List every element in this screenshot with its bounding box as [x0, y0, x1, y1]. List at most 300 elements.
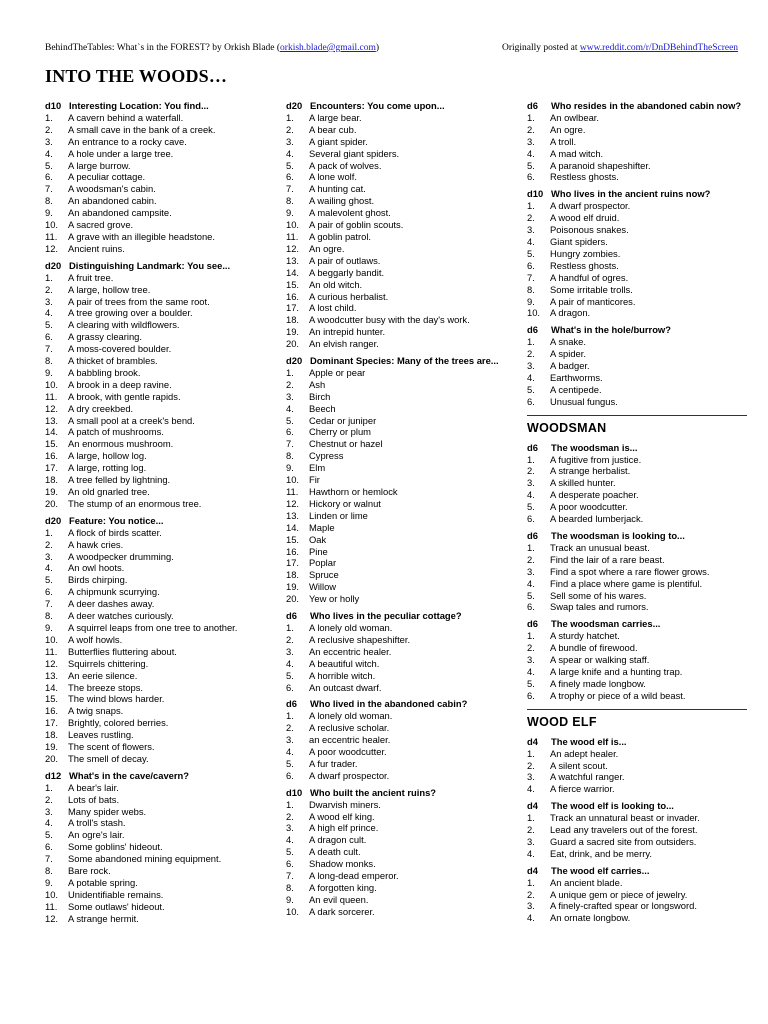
list-item — [286, 882, 516, 894]
list-item — [45, 331, 275, 343]
item-number: 4. — [527, 783, 535, 795]
item-number: 13. — [45, 414, 59, 426]
item-text: A beggarly bandit. — [309, 266, 385, 278]
table-section — [527, 800, 742, 860]
item-text: A large, rotting log. — [68, 462, 147, 474]
item-text: An ornate longbow. — [550, 912, 631, 924]
item-number: 4. — [45, 147, 53, 159]
item-text: A beautiful witch. — [309, 657, 380, 669]
item-text: Hickory or walnut — [309, 497, 381, 509]
item-number: 17. — [286, 557, 300, 569]
item-number: 6. — [527, 259, 535, 271]
item-number: 7. — [45, 183, 53, 195]
list-item — [527, 642, 742, 654]
item-text: A flock of birds scatter. — [68, 526, 162, 538]
item-text: A malevolent ghost. — [309, 207, 391, 219]
list-item — [45, 403, 275, 415]
list-item — [286, 522, 516, 534]
item-text: Butterflies fluttering about. — [68, 645, 177, 657]
list-item — [286, 207, 516, 219]
die-label: d20 — [45, 259, 62, 271]
item-text: A fur trader. — [309, 757, 358, 769]
item-number: 6. — [527, 395, 535, 407]
item-number: 12. — [45, 242, 59, 254]
list-item — [527, 454, 742, 466]
list-item — [527, 848, 742, 860]
list-item — [45, 207, 275, 219]
item-text: An ogre. — [550, 123, 586, 135]
list-item — [45, 136, 275, 148]
list-item — [45, 782, 275, 794]
list-item — [527, 200, 742, 212]
item-number: 9. — [45, 207, 53, 219]
item-number: 20. — [286, 338, 300, 350]
list-item — [45, 586, 275, 598]
list-item — [527, 224, 742, 236]
item-text: An abandoned cabin. — [68, 195, 157, 207]
list-item — [286, 510, 516, 522]
item-number: 4. — [286, 402, 294, 414]
list-item — [527, 396, 742, 408]
section-heading — [45, 515, 275, 527]
item-number: 3. — [527, 360, 535, 372]
item-number: 12. — [286, 497, 300, 509]
die-label: d20 — [45, 514, 62, 526]
item-number: 1. — [286, 798, 294, 810]
list-item — [45, 598, 275, 610]
list-item — [45, 693, 275, 705]
list-item — [45, 391, 275, 403]
header-credit-text: BehindTheTables: What`s in the FOREST? by Orkish Blade ( — [45, 43, 281, 53]
item-number: 7. — [286, 870, 294, 882]
item-text: A pair of outlaws. — [309, 254, 381, 266]
list-item — [527, 248, 742, 260]
item-number: 9. — [45, 877, 53, 888]
list-item — [45, 426, 275, 438]
item-number: 8. — [45, 355, 53, 367]
item-text: A potable spring. — [68, 877, 138, 888]
item-number: 5. — [286, 757, 294, 769]
list-item — [286, 534, 516, 546]
item-text: A troll. — [550, 135, 577, 147]
item-text: A bearded lumberjack. — [550, 513, 644, 525]
table-section — [527, 865, 742, 925]
item-number: 11. — [286, 230, 299, 242]
section-title: Who resides in the abandoned cabin now? — [551, 100, 742, 111]
reddit-source-link[interactable]: www.reddit.com/r/DnDBehindTheScreen — [579, 43, 739, 53]
list-item — [45, 622, 275, 634]
item-number: 1. — [45, 526, 53, 538]
item-number: 9. — [45, 366, 53, 378]
item-text: Apple or pear — [309, 366, 366, 378]
item-number: 10. — [45, 888, 59, 900]
list-item — [527, 296, 742, 308]
item-number: 4. — [286, 147, 294, 159]
list-item — [45, 379, 275, 391]
item-text: Find a spot where a rare flower grows. — [550, 565, 710, 577]
item-number: 18. — [286, 569, 300, 581]
section-title: What's in the hole/burrow? — [551, 324, 671, 336]
list-item — [527, 654, 742, 666]
item-text: Track an unusual beast. — [550, 541, 650, 553]
item-text: A lonely old woman. — [309, 710, 393, 722]
item-text: Elm — [309, 462, 326, 474]
item-text: A handful of ogres. — [550, 271, 629, 283]
list-item — [45, 817, 275, 829]
section-heading — [527, 736, 742, 748]
item-text: A centipede. — [550, 383, 602, 395]
header-credit-close: ) — [375, 43, 380, 53]
table-section — [527, 736, 742, 796]
item-text: An intrepid hunter. — [309, 326, 386, 338]
item-number: 3. — [527, 835, 535, 847]
item-number: 9. — [286, 462, 294, 474]
list-item — [45, 574, 275, 586]
item-number: 8. — [286, 882, 294, 893]
author-email-link[interactable]: orkish.blade@gmail.com — [280, 43, 376, 53]
item-number: 19. — [286, 581, 300, 593]
list-item — [527, 912, 742, 924]
item-number: 5. — [527, 247, 535, 259]
item-text: A horrible witch. — [309, 669, 376, 681]
list-item — [45, 901, 275, 913]
item-text: A chipmunk scurrying. — [68, 586, 160, 598]
list-item — [286, 834, 516, 846]
item-number: 20. — [45, 752, 59, 764]
item-text: An adept healer. — [550, 747, 619, 759]
item-text: A deer dashes away. — [68, 598, 155, 610]
item-number: 5. — [527, 159, 535, 171]
die-label: d6 — [527, 530, 538, 541]
table-section — [527, 442, 742, 525]
list-item — [286, 498, 516, 510]
list-item — [527, 678, 742, 690]
column-1 — [45, 100, 275, 930]
item-number: 5. — [286, 846, 294, 858]
column-3 — [527, 100, 742, 929]
item-number: 2. — [527, 465, 535, 477]
section-heading — [45, 260, 275, 272]
list-item — [45, 343, 275, 355]
item-number: 6. — [286, 171, 294, 183]
item-text: Giant spiders. — [550, 235, 608, 247]
item-text: Some irritable trolls. — [550, 283, 633, 295]
list-item — [45, 682, 275, 694]
item-text: A watchful ranger. — [550, 771, 625, 783]
item-text: A large, hollow tree. — [68, 283, 151, 295]
list-item — [45, 841, 275, 853]
table-section — [527, 100, 742, 183]
list-item — [286, 870, 516, 882]
list-item — [527, 630, 742, 642]
item-text: A hole under a large tree. — [68, 147, 174, 159]
list-item — [527, 136, 742, 148]
list-item — [527, 148, 742, 160]
item-text: The scent of flowers. — [68, 741, 155, 753]
list-item — [45, 539, 275, 551]
item-text: Sell some of his wares. — [550, 589, 647, 601]
list-item — [286, 770, 516, 782]
list-item — [45, 195, 275, 207]
list-item — [45, 367, 275, 379]
category-block — [527, 415, 742, 702]
item-text: A giant spider. — [309, 135, 368, 147]
item-number: 15. — [286, 278, 300, 290]
item-text: A dragon cult. — [309, 834, 367, 846]
item-number: 1. — [286, 366, 294, 378]
item-number: 4. — [527, 912, 535, 924]
item-number: 9. — [286, 207, 294, 219]
item-text: A large burrow. — [68, 159, 131, 171]
item-number: 1. — [527, 111, 535, 123]
list-item — [527, 501, 742, 513]
item-text: Several giant spiders. — [309, 147, 400, 159]
item-number: 6. — [45, 171, 53, 183]
list-item — [286, 722, 516, 734]
item-text: A wailing ghost. — [309, 195, 375, 207]
item-number: 19. — [45, 486, 59, 497]
item-number: 18. — [286, 314, 300, 326]
item-number: 6. — [527, 513, 535, 525]
item-number: 8. — [45, 195, 53, 207]
item-text: Fir — [309, 474, 320, 486]
list-item — [286, 183, 516, 195]
item-number: 10. — [45, 633, 59, 645]
list-item — [286, 243, 516, 255]
list-item — [45, 486, 275, 498]
item-number: 6. — [527, 601, 535, 613]
item-number: 7. — [286, 183, 294, 195]
section-heading — [286, 100, 516, 112]
die-label: d4 — [527, 800, 538, 812]
section-heading — [45, 770, 275, 782]
item-text: A bear cub. — [309, 123, 357, 135]
table-section — [45, 260, 275, 510]
list-item — [527, 578, 742, 590]
item-text: A sacred grove. — [68, 219, 134, 231]
item-number: 8. — [45, 865, 53, 877]
item-text: A dwarf prospector. — [309, 769, 390, 781]
table-section — [286, 787, 516, 918]
item-number: 12. — [45, 912, 59, 924]
die-label: d20 — [286, 355, 303, 367]
item-number: 5. — [527, 501, 535, 513]
list-item — [527, 348, 742, 360]
item-text: A woodsman's cabin. — [68, 183, 156, 195]
item-text: The wind blows harder. — [68, 693, 165, 705]
list-item — [286, 112, 516, 124]
item-text: A spider. — [550, 348, 586, 360]
list-item — [527, 236, 742, 248]
list-item — [286, 746, 516, 758]
list-item — [45, 634, 275, 646]
table-section — [286, 698, 516, 781]
die-label: d4 — [527, 864, 538, 876]
item-text: A wood elf druid. — [550, 212, 620, 224]
item-text: A tree growing over a boulder. — [68, 307, 193, 319]
list-item — [527, 748, 742, 760]
item-text: A twig snaps. — [68, 705, 124, 717]
item-text: An entrance to a rocky cave. — [68, 135, 187, 147]
item-number: 2. — [527, 759, 535, 771]
list-item — [527, 666, 742, 678]
item-number: 4. — [286, 834, 294, 846]
item-text: A lost child. — [309, 302, 357, 314]
item-number: 3. — [286, 822, 294, 834]
list-item — [527, 690, 742, 702]
item-number: 14. — [45, 426, 59, 438]
header-source-text: Originally posted at — [502, 43, 580, 53]
section-heading — [527, 530, 742, 542]
item-number: 1. — [45, 271, 53, 283]
item-text: Willow — [309, 581, 337, 593]
list-item — [286, 367, 516, 379]
item-text: A wood elf king. — [309, 810, 375, 822]
list-item — [45, 551, 275, 563]
item-text: Ancient ruins. — [68, 242, 125, 254]
item-number: 3. — [527, 565, 535, 577]
item-text: Bare rock. — [68, 865, 111, 877]
section-heading — [45, 100, 275, 112]
item-text: Unidentifiable remains. — [68, 888, 164, 900]
item-text: Squirrels chittering. — [68, 657, 149, 669]
block-heading: WOOD ELF — [527, 714, 597, 729]
item-text: A sturdy hatchet. — [550, 630, 620, 642]
list-item — [527, 272, 742, 284]
item-text: A desperate poacher. — [550, 489, 639, 501]
list-item — [286, 148, 516, 160]
list-item — [286, 646, 516, 658]
item-text: A reclusive shapeshifter. — [309, 633, 411, 645]
list-item — [286, 171, 516, 183]
item-text: The smell of decay. — [68, 752, 149, 764]
list-item — [286, 846, 516, 858]
list-item — [286, 291, 516, 303]
item-number: 13. — [286, 254, 300, 266]
list-item — [45, 438, 275, 450]
list-item — [286, 438, 516, 450]
item-number: 1. — [527, 453, 535, 465]
list-item — [286, 338, 516, 350]
item-number: 5. — [286, 669, 294, 681]
item-number: 2. — [527, 348, 535, 360]
item-text: An abandoned campsite. — [68, 207, 172, 219]
list-item — [527, 307, 742, 319]
item-text: an eccentric healer. — [309, 734, 391, 746]
item-text: A badger. — [550, 360, 590, 372]
list-item — [45, 148, 275, 160]
list-item — [286, 682, 516, 694]
header-source — [502, 43, 738, 53]
item-number: 4. — [527, 577, 535, 589]
section-title: The woodsman is... — [551, 441, 638, 453]
item-text: Brightly, colored berries. — [68, 717, 169, 729]
item-number: 4. — [527, 489, 535, 501]
item-text: A brook in a deep ravine. — [68, 378, 172, 390]
list-item — [527, 812, 742, 824]
section-heading — [527, 800, 742, 812]
list-item — [286, 302, 516, 314]
section-heading — [286, 787, 516, 799]
item-text: Shadow monks. — [309, 858, 376, 870]
list-item — [45, 415, 275, 427]
item-text: Poplar — [309, 557, 337, 569]
list-item — [286, 474, 516, 486]
item-number: 14. — [286, 266, 300, 278]
list-item — [286, 486, 516, 498]
item-number: 8. — [527, 283, 535, 295]
item-text: Some goblins' hideout. — [68, 841, 163, 853]
list-item — [527, 566, 742, 578]
die-label: d6 — [527, 618, 538, 630]
item-number: 1. — [286, 111, 294, 123]
item-text: An eerie silence. — [68, 669, 138, 681]
list-item — [286, 314, 516, 326]
item-text: Restless ghosts. — [550, 171, 619, 183]
list-item — [45, 806, 275, 818]
page-title: INTO THE WOODS… — [45, 66, 228, 86]
item-text: Swap tales and rumors. — [550, 601, 649, 613]
section-heading — [527, 324, 742, 336]
item-text: A death cult. — [309, 846, 361, 858]
item-text: Some abandoned mining equipment. — [68, 853, 222, 865]
table-section — [527, 324, 742, 407]
list-item — [527, 824, 742, 836]
item-text: Ash — [309, 378, 326, 390]
die-label: d6 — [527, 441, 538, 453]
item-number: 2. — [286, 123, 294, 135]
list-item — [286, 426, 516, 438]
list-item — [527, 489, 742, 501]
die-label: d10 — [527, 188, 544, 200]
item-number: 7. — [286, 438, 294, 450]
list-item — [286, 255, 516, 267]
list-item — [527, 590, 742, 602]
item-number: 5. — [286, 159, 294, 171]
item-number: 4. — [45, 307, 53, 319]
item-text: A lonely old woman. — [309, 621, 393, 633]
list-item — [45, 670, 275, 682]
item-text: An ogre. — [309, 242, 345, 254]
section-title: Who built the ancient ruins? — [310, 786, 437, 798]
item-text: Linden or lime — [309, 509, 368, 521]
item-text: A finely-crafted spear or longsword. — [550, 900, 697, 912]
list-item — [45, 741, 275, 753]
item-number: 1. — [286, 621, 294, 633]
item-text: Cypress — [309, 450, 344, 462]
item-number: 5. — [527, 677, 535, 689]
item-number: 4. — [527, 847, 535, 859]
item-text: A large, hollow log. — [68, 450, 147, 462]
item-text: Chestnut or hazel — [309, 438, 383, 450]
item-number: 10. — [45, 219, 59, 231]
item-text: Maple — [309, 521, 335, 533]
item-text: A reclusive scholar. — [309, 722, 390, 734]
item-number: 2. — [527, 123, 535, 135]
item-number: 2. — [45, 123, 53, 135]
die-label: d20 — [286, 100, 303, 111]
item-number: 14. — [45, 681, 59, 693]
item-text: A dark sorcerer. — [309, 905, 375, 917]
item-number: 4. — [45, 562, 53, 574]
item-text: Lead any travelers out of the forest. — [550, 824, 698, 836]
list-item — [45, 231, 275, 243]
item-number: 4. — [286, 657, 294, 669]
list-item — [527, 384, 742, 396]
die-label: d10 — [45, 100, 62, 111]
item-number: 1. — [45, 111, 53, 123]
item-number: 15. — [286, 533, 300, 545]
